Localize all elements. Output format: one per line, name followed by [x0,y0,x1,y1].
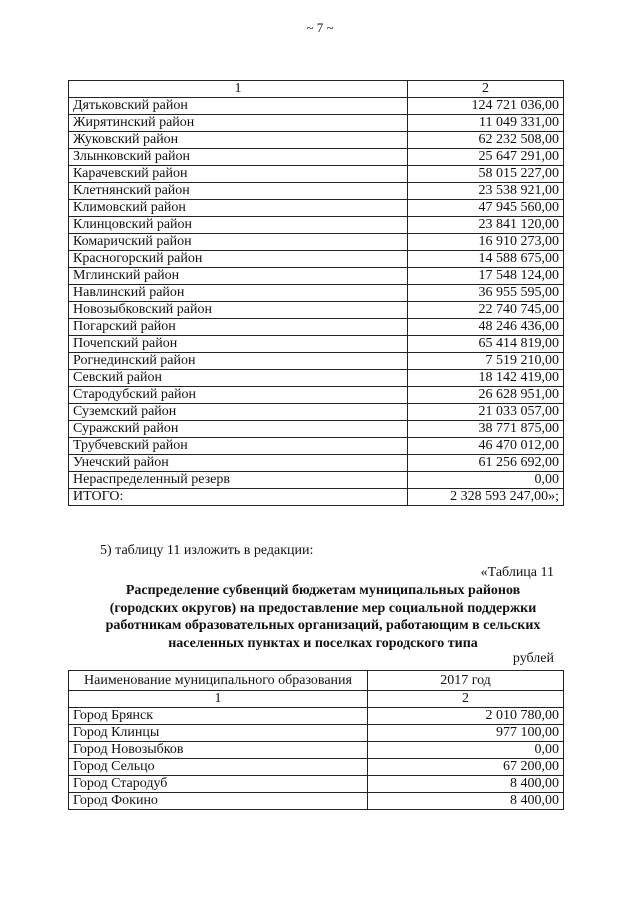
row-name: Мглинский район [69,268,408,285]
column-number-2: 2 [408,81,564,98]
row-name: Почепский район [69,336,408,353]
row-amount: 65 414 819,00 [408,336,564,353]
table-row [69,387,564,404]
row-name: Навлинский район [69,285,408,302]
row-amount: 14 588 675,00 [408,251,564,268]
row-amount: 23 538 921,00 [408,183,564,200]
title-line: населенных пунктах и поселках городского типа [168,635,478,651]
row-name: Город Клинцы [69,725,368,742]
table-row [69,98,564,115]
row-amount: 124 721 036,00 [408,98,564,115]
row-name: Погарский район [69,319,408,336]
row-name: Клинцовский район [69,217,408,234]
table-row [69,234,564,251]
header-year: 2017 год [368,671,564,691]
row-name: Суражский район [69,421,408,438]
table-row [69,132,564,149]
table-row [69,353,564,370]
table-row [69,115,564,132]
row-amount: 48 246 436,00 [408,319,564,336]
row-amount: 11 049 331,00 [408,115,564,132]
row-amount: 2 010 780,00 [368,708,564,725]
table-header-row [69,81,564,98]
title-line: Распределение субвенций бюджетам муниципальных районов [125,583,521,598]
districts-table [68,80,564,506]
column-number-1: 1 [69,81,408,98]
row-amount: 0,00 [368,742,564,759]
table-row [69,776,564,793]
table-row [69,285,564,302]
row-name: Унечский район [69,455,408,472]
table-row [69,319,564,336]
row-amount: 977 100,00 [368,725,564,742]
table-row [69,302,564,319]
table-title [80,582,566,652]
table-row [69,725,564,742]
cities-table [68,670,564,810]
table-row [69,336,564,353]
row-name: Злынковский район [69,149,408,166]
table-row [69,759,564,776]
row-name: Город Стародуб [69,776,368,793]
row-amount: 0,00 [408,472,564,489]
row-name: Новозыбковский район [69,302,408,319]
table-row [69,472,564,489]
row-amount: 26 628 951,00 [408,387,564,404]
title-line: (городских округов) на предоставление мер социальной поддержки [109,600,537,616]
row-name: Город Фокино [69,793,368,810]
row-amount: 16 910 273,00 [408,234,564,251]
row-amount: 61 256 692,00 [408,455,564,472]
row-amount: 2 328 593 247,00»; [408,489,564,506]
amendment-paragraph: 5) таблицу 11 изложить в редакции: [100,543,314,558]
table-row [69,251,564,268]
row-name: Рогнединский район [69,353,408,370]
row-amount: 36 955 595,00 [408,285,564,302]
row-amount: 25 647 291,00 [408,149,564,166]
header-municipality: Наименование муниципального образования [69,671,368,691]
title-line: работникам образовательных организаций, работающим в сельских [105,618,541,633]
table-row [69,183,564,200]
row-amount: 38 771 875,00 [408,421,564,438]
row-amount: 21 033 057,00 [408,404,564,421]
row-name: Стародубский район [69,387,408,404]
row-name: ИТОГО: [69,489,408,506]
table-label: «Таблица 11 [480,565,554,580]
row-amount: 8 400,00 [368,776,564,793]
row-name: Севский район [69,370,408,387]
table-row [69,200,564,217]
row-name: Красногорский район [69,251,408,268]
table-row [69,149,564,166]
row-amount: 8 400,00 [368,793,564,810]
row-amount: 7 519 210,00 [408,353,564,370]
row-name: Климовский район [69,200,408,217]
units-label: рублей [512,651,554,666]
column-numbers-row [69,691,564,708]
table-row [69,217,564,234]
row-name: Суземский район [69,404,408,421]
row-name: Жуковский район [69,132,408,149]
row-name: Нераспределенный резерв [69,472,408,489]
page-number: ~ 7 ~ [306,20,334,35]
table-row [69,268,564,285]
row-name: Жирятинский район [69,115,408,132]
table-row [69,742,564,759]
row-amount: 23 841 120,00 [408,217,564,234]
row-name: Дятьковский район [69,98,408,115]
table-row [69,421,564,438]
row-name: Трубчевский район [69,438,408,455]
row-name: Карачевский район [69,166,408,183]
row-amount: 58 015 227,00 [408,166,564,183]
table-row [69,438,564,455]
table-row [69,404,564,421]
row-amount: 62 232 508,00 [408,132,564,149]
row-name: Город Брянск [69,708,368,725]
row-amount: 18 142 419,00 [408,370,564,387]
row-amount: 47 945 560,00 [408,200,564,217]
table-header-row [69,671,564,691]
row-name: Комаричский район [69,234,408,251]
table-row [69,793,564,810]
row-name: Клетнянский район [69,183,408,200]
table-row [69,370,564,387]
column-number-2: 2 [368,691,564,708]
row-name: Город Новозыбков [69,742,368,759]
row-name: Город Сельцо [69,759,368,776]
table-row [69,708,564,725]
table-row [69,455,564,472]
row-amount: 22 740 745,00 [408,302,564,319]
row-amount: 17 548 124,00 [408,268,564,285]
row-amount: 67 200,00 [368,759,564,776]
column-number-1: 1 [69,691,368,708]
table-row [69,166,564,183]
row-amount: 46 470 012,00 [408,438,564,455]
table-row [69,489,564,506]
